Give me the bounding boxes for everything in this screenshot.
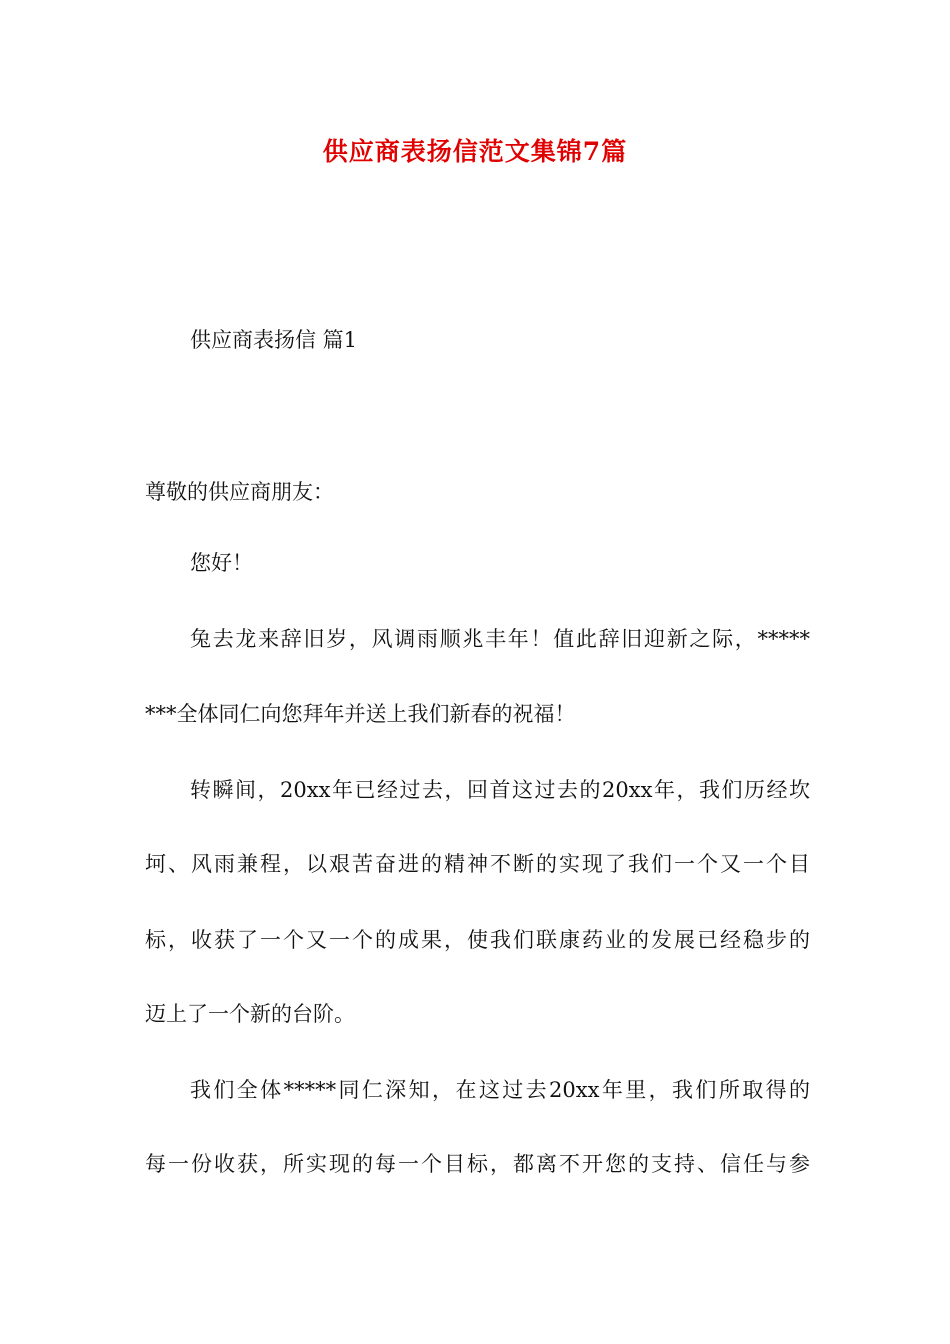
- paragraph-line: 转瞬间，20xx年已经过去，回首这过去的20xx年，我们历经坎: [190, 778, 810, 802]
- section-heading: 供应商表扬信 篇1: [190, 328, 358, 352]
- paragraph-line: 坷、风雨兼程，以艰苦奋进的精神不断的实现了我们一个又一个目: [145, 852, 810, 876]
- paragraph-line: 我们全体*****同仁深知，在这过去20xx年里，我们所取得的: [190, 1078, 810, 1102]
- paragraph-line: 标，收获了一个又一个的成果，使我们联康药业的发展已经稳步的: [145, 928, 810, 952]
- greeting: 您好！: [190, 551, 253, 575]
- paragraph-line: ***全体同仁向您拜年并送上我们新春的祝福！: [145, 702, 576, 726]
- salutation: 尊敬的供应商朋友：: [145, 480, 334, 504]
- document-title: 供应商表扬信范文集锦7篇: [322, 137, 628, 166]
- paragraph-line: 迈上了一个新的台阶。: [145, 1002, 355, 1026]
- paragraph-line: 兔去龙来辞旧岁，风调雨顺兆丰年！值此辞旧迎新之际，*****: [190, 627, 810, 651]
- paragraph-line: 每一份收获，所实现的每一个目标，都离不开您的支持、信任与参: [145, 1152, 810, 1176]
